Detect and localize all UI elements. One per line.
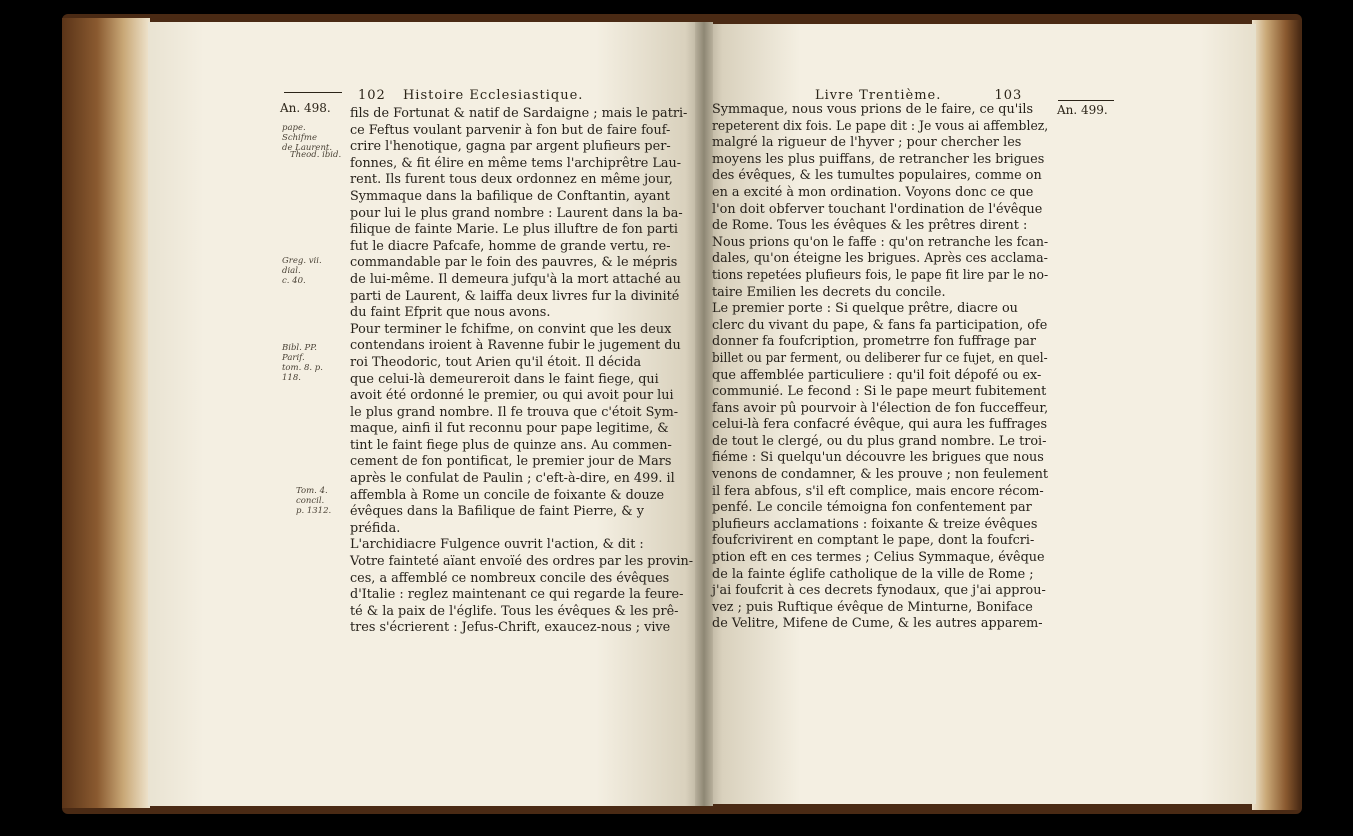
text-line: fut le diacre Pafcafe, homme de grande vertu, re- xyxy=(350,238,671,254)
text-line: clerc du vivant du pape, & fans fa participation, ofe xyxy=(712,317,1048,333)
right-running-head xyxy=(815,88,1022,103)
right-running-title: Livre Trentième. xyxy=(815,88,942,103)
margin-year: An. 499. xyxy=(1057,103,1108,117)
text-line: vez ; puis Ruftique évêque de Minturne, Boniface xyxy=(712,599,1033,615)
left-page-number: 102 xyxy=(358,88,386,103)
text-line: L'archidiacre Fulgence ouvrit l'action, & dit : xyxy=(350,537,644,553)
text-line: penfé. Le concile témoigna fon confentement par xyxy=(712,500,1032,516)
text-line: foufcrivirent en comptant le pape, dont la foufcri- xyxy=(712,533,1035,549)
margin-note-5 xyxy=(296,486,356,516)
book-gutter xyxy=(695,22,713,806)
text-line: venons de condamner, & les prouve ; non feulement xyxy=(712,467,1049,483)
left-running-head xyxy=(358,88,583,103)
text-line: l'on doit obferver touchant l'ordination de l'évêque xyxy=(712,201,1043,217)
text-line: de Rome. Tous les évêques & les prêtres dirent : xyxy=(712,218,1028,234)
margin-year: An. 498. xyxy=(280,101,331,115)
text-line: préfida. xyxy=(350,520,401,536)
margin-note-line: tom. 8. p. 118. xyxy=(282,363,323,383)
text-line: commandable par le foin des pauvres, & le mépris xyxy=(350,255,678,271)
text-line: ces, a affemblé ce nombreux concile des évêques xyxy=(350,570,670,586)
text-line: filique de fainte Marie. Le plus illuftre de fon parti xyxy=(350,222,678,238)
margin-rule xyxy=(284,92,342,93)
text-line: plufieurs acclamations : foixante & treize évêques xyxy=(712,516,1038,532)
text-line: Pour terminer le fchifme, on convint que les deux xyxy=(350,321,672,337)
text-line: évêques dans la Bafilique de faint Pierre, & y xyxy=(350,504,644,520)
margin-note-3 xyxy=(282,256,342,286)
margin-note-2 xyxy=(290,150,350,160)
text-line: il fera abfous, s'il eft complice, mais encore récom- xyxy=(712,483,1044,499)
text-line: pour lui le plus grand nombre : Laurent dans la ba- xyxy=(350,205,683,221)
margin-note-line: Greg. vii. dial. xyxy=(282,256,322,276)
text-line: Nous prions qu'on le faffe : qu'on retranche les fcan- xyxy=(712,234,1049,250)
text-line: d'Italie : reglez maintenant ce qui regarde la feure- xyxy=(350,587,684,603)
margin-note-line: c. 40. xyxy=(282,276,306,286)
text-line: après le confulat de Paulin ; c'eft-à-dire, en 499. il xyxy=(350,471,675,487)
text-line: de Velitre, Mifene de Cume, & les autres apparem- xyxy=(712,616,1043,632)
text-line: avoit été ordonné le premier, ou qui avoit pour lui xyxy=(350,388,674,404)
text-line: moyens les plus puiffans, de retrancher les brigues xyxy=(712,151,1045,167)
text-line: ce Feftus voulant parvenir à fon but de faire fouf- xyxy=(350,122,671,138)
text-line: parti de Laurent, & laiffa deux livres fur la divinité xyxy=(350,288,680,304)
text-line: maque, ainfi il fut reconnu pour pape legitime, & xyxy=(350,421,669,437)
text-line: celui-là fera confacré évêque, qui aura les fuffrages xyxy=(712,417,1048,433)
right-margin-notes xyxy=(1057,105,1123,115)
text-line: rent. Ils furent tous deux ordonnez en même jour, xyxy=(350,172,673,188)
margin-note-line: de Laurent. xyxy=(282,143,333,153)
text-line: de tout le clergé, ou du plus grand nombre. Le troi- xyxy=(712,433,1047,449)
text-line: taire Emilien les decrets du concile. xyxy=(712,284,946,300)
text-line: des évêques, & les tumultes populaires, comme on xyxy=(712,168,1042,184)
text-line: fils de Fortunat & natif de Sardaigne ; mais le patri- xyxy=(350,106,688,121)
text-line: Le premier porte : Si quelque prêtre, diacre ou xyxy=(712,301,1018,317)
text-line: crire l'henotique, gagna par argent plufieurs per- xyxy=(350,139,671,155)
text-line: tions repetées plufieurs fois, le pape fit lire par le no- xyxy=(712,267,1049,283)
text-line: repeterent dix fois. Le pape dit : Je vous ai affemblez, xyxy=(712,118,1049,134)
margin-note-line: pape. Schifme xyxy=(282,123,318,143)
text-line: du faint Efprit que nous avons. xyxy=(350,305,551,321)
margin-note-4 xyxy=(282,343,342,383)
right-body-text xyxy=(712,102,1048,633)
text-line: billet ou par ferment, ou deliberer fur ce fujet, en quel- xyxy=(712,350,1048,366)
text-line: malgré la rigueur de l'hyver ; pour chercher les xyxy=(712,135,1022,151)
text-line: fonnes, & fit élire en même tems l'archiprêtre Lau- xyxy=(350,155,682,171)
text-line: en a excité à mon ordination. Voyons donc ce que xyxy=(712,184,1034,200)
text-line: Symmaque dans la bafilique de Conftantin, ayant xyxy=(350,188,670,204)
left-running-title: Histoire Ecclesiastique. xyxy=(402,88,584,103)
text-line: dales, qu'on éteigne les brigues. Après ces acclama- xyxy=(712,251,1048,267)
text-line: fiéme : Si quelqu'un découvre les brigues que nous xyxy=(712,450,1044,466)
margin-note-1 xyxy=(282,123,342,153)
right-page-number: 103 xyxy=(994,88,1023,103)
text-line: j'ai foufcrit à ces decrets fynodaux, que j'ai approu- xyxy=(712,583,1046,599)
right-page-edges xyxy=(1252,20,1300,810)
text-line: communié. Le fecond : Si le pape meurt fubitement xyxy=(712,384,1047,400)
text-line: affembla à Rome un concile de foixante & douze xyxy=(350,487,665,503)
text-line: donner fa foufcription, prometrre fon fuffrage par xyxy=(712,334,1036,350)
margin-note-line: Theod. ibid. xyxy=(290,150,342,160)
text-line: Votre fainteté aïant envoïé des ordres par les provin- xyxy=(350,554,694,570)
text-line: contendans iroient à Ravenne fubir le jugement du xyxy=(350,338,681,354)
margin-rule xyxy=(1058,100,1114,101)
margin-note-line: Bibl. PP. Parif. xyxy=(282,343,317,363)
margin-note-line: Tom. 4. concil. xyxy=(296,486,328,506)
margin-note-line: p. 1312. xyxy=(296,506,332,516)
text-line: fans avoir pû pourvoir à l'élection de fon fucceffeur, xyxy=(712,400,1049,416)
text-line: que affemblée particuliere : qu'il foit dépofé ou ex- xyxy=(712,367,1042,383)
left-page-edges xyxy=(62,18,150,808)
text-line: roi Theodoric, tout Arien qu'il étoit. Il décida xyxy=(350,354,642,370)
text-line: de lui-même. Il demeura jufqu'à la mort attaché au xyxy=(350,271,681,287)
text-line: de la fainte églife catholique de la ville de Rome ; xyxy=(712,566,1034,582)
left-margin-notes xyxy=(280,103,348,113)
text-line: tres s'écrierent : Jefus-Chrift, exaucez-nous ; vive xyxy=(350,620,671,636)
text-line: cement de fon pontificat, le premier jour de Mars xyxy=(350,454,672,470)
left-body-text xyxy=(350,106,695,637)
text-line: que celui-là demeureroit dans le faint fiege, qui xyxy=(350,371,659,387)
text-line: Symmaque, nous vous prions de le faire, ce qu'ils xyxy=(712,102,1034,117)
text-line: té & la paix de l'églife. Tous les évêques & les prê- xyxy=(350,603,679,619)
text-line: ption eft en ces termes ; Celius Symmaque, évêque xyxy=(712,550,1045,566)
text-line: tint le faint fiege plus de quinze ans. Au commen- xyxy=(350,437,672,453)
text-line: le plus grand nombre. Il fe trouva que c'étoit Sym- xyxy=(350,404,679,420)
